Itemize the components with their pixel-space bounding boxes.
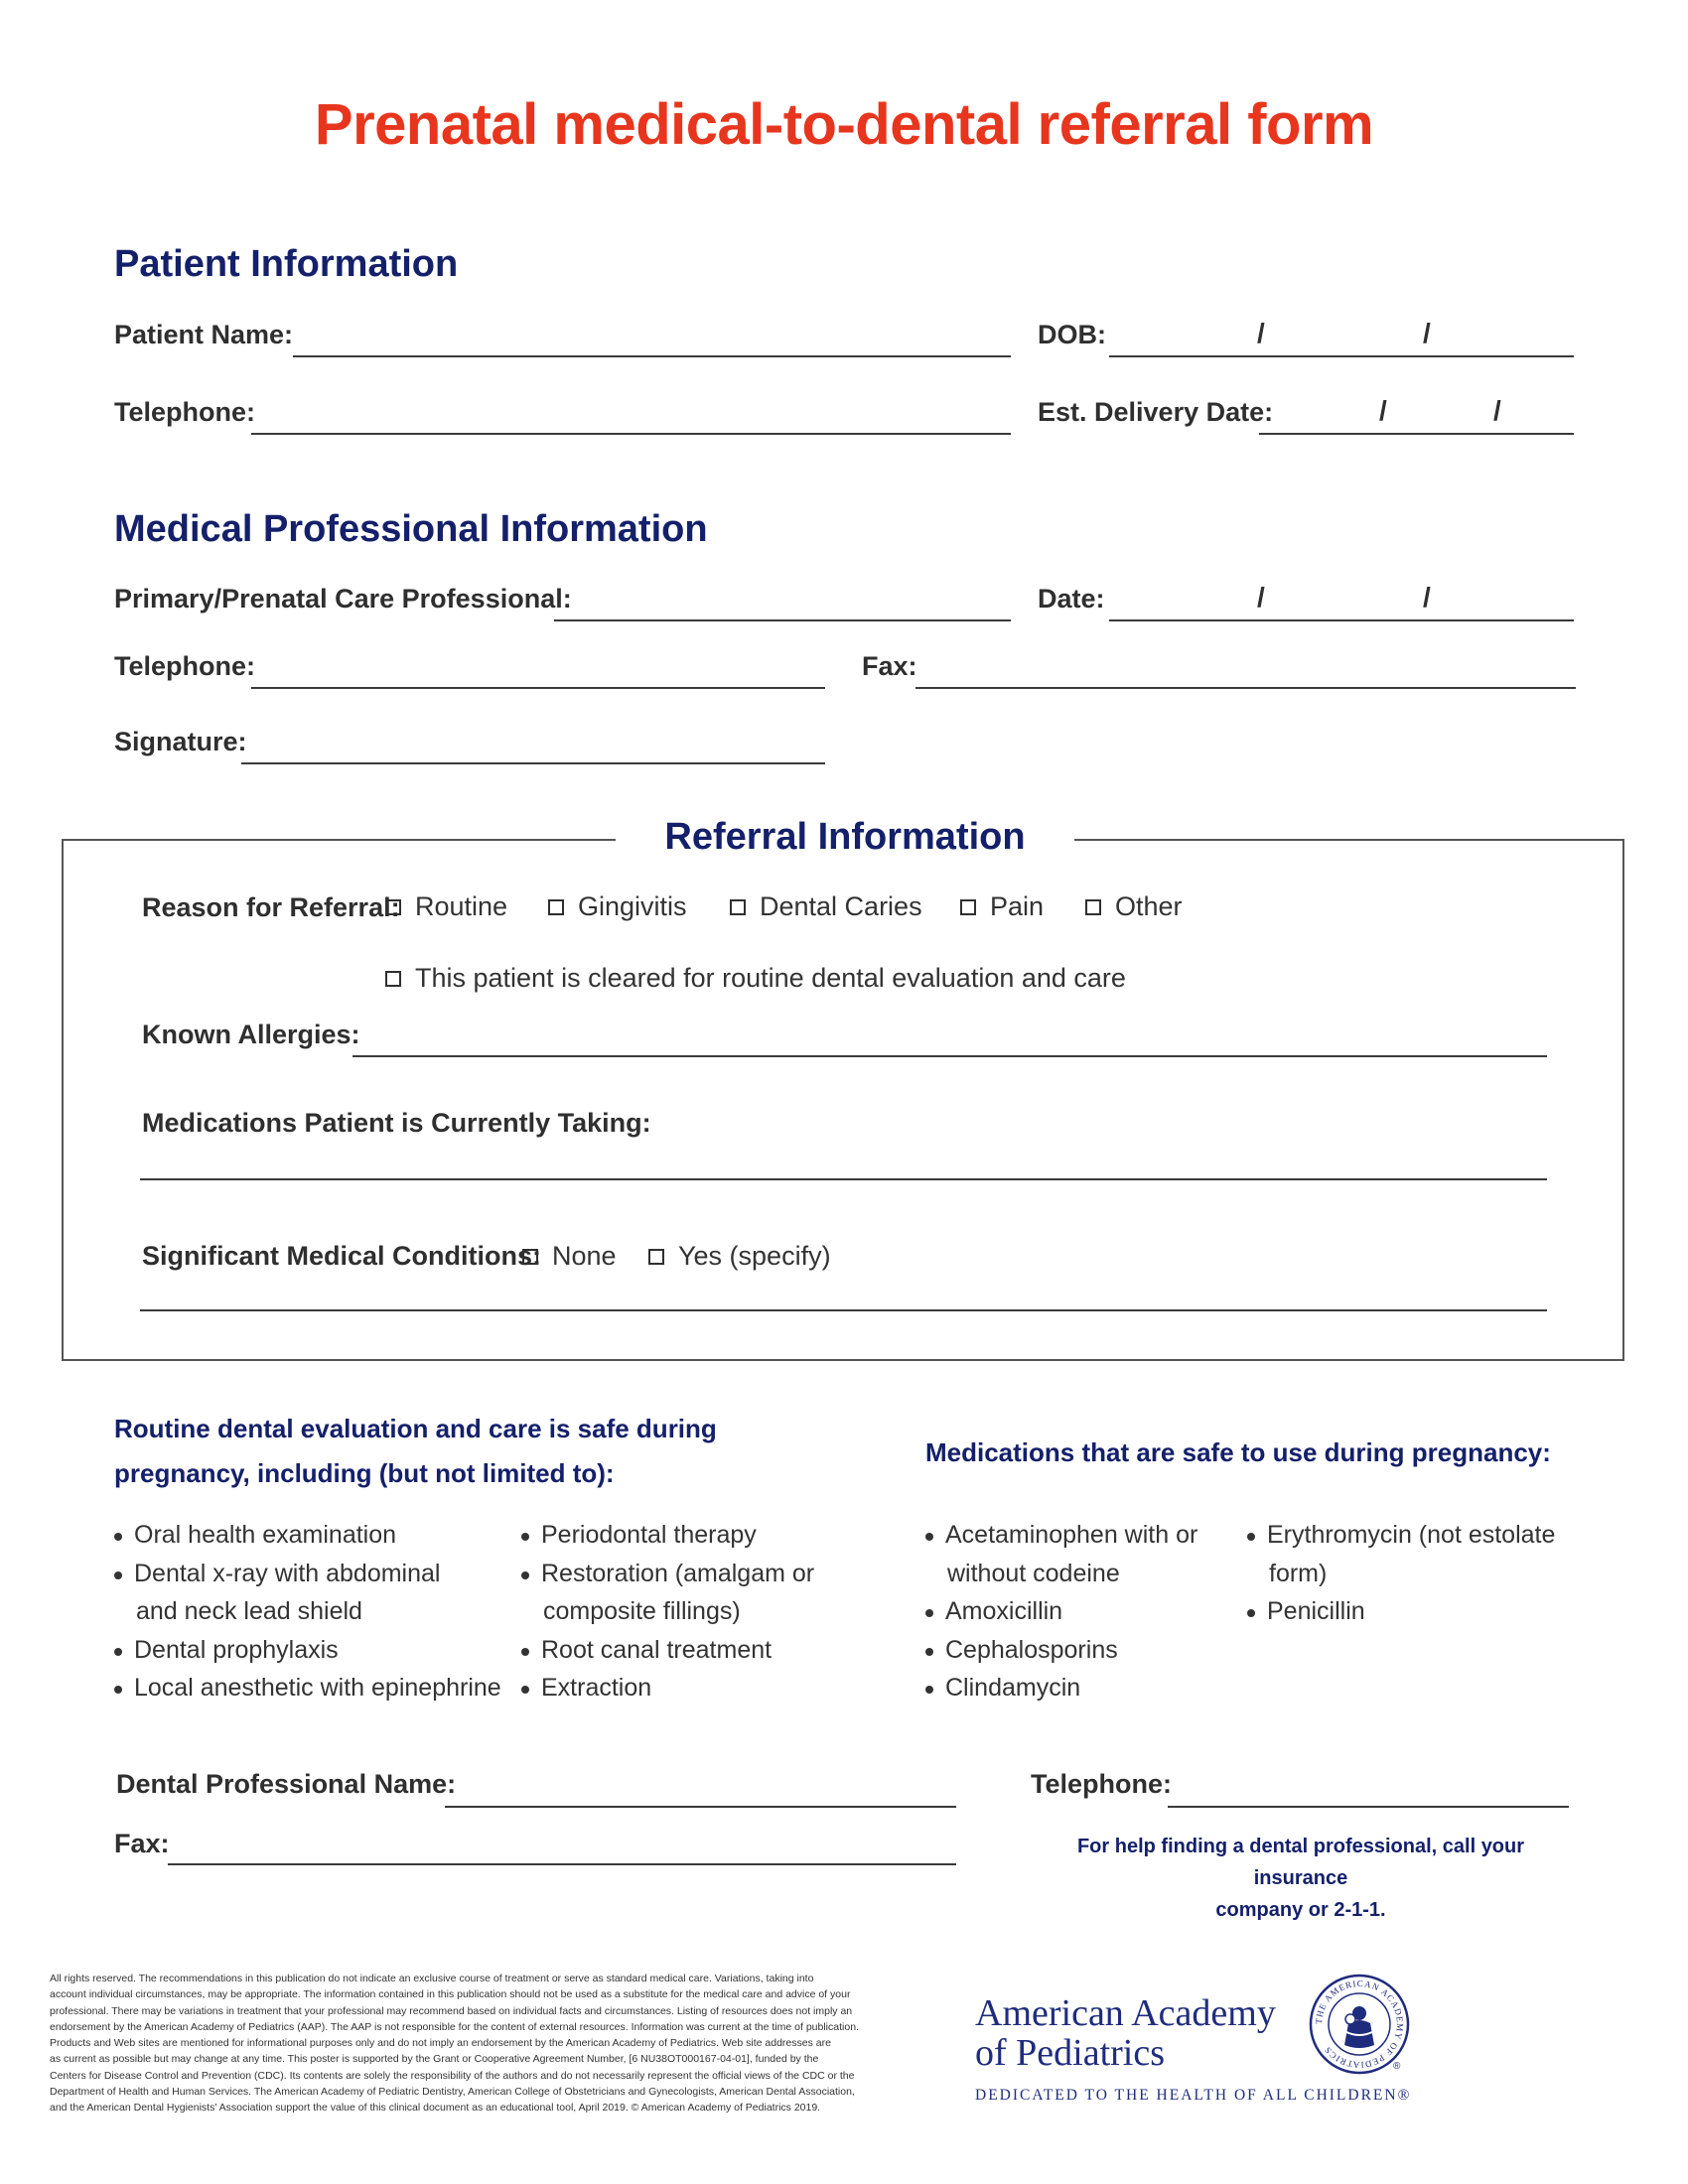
- safe-care-heading-line: Routine dental evaluation and care is safe during: [114, 1414, 717, 1443]
- patient-telephone-label: Telephone:: [114, 397, 256, 427]
- checkbox[interactable]: [385, 971, 401, 987]
- conditions-label: Significant Medical Conditions:: [142, 1241, 542, 1271]
- legal-line: All rights reserved. The recommendations in this publication do not indicate an exclusive course of treatment or serve as standard medical care. Variations, taking into: [50, 1973, 814, 1984]
- dental-name-label: Dental Professional Name:: [116, 1769, 457, 1799]
- list-item-continuation: form): [1269, 1559, 1328, 1587]
- checkbox[interactable]: [648, 1249, 664, 1265]
- care-professional-field[interactable]: [554, 619, 1011, 621]
- medical-date-label: Date:: [1038, 584, 1105, 614]
- legal-line: professional. There may be variations in treatment that your professional may recommend based on individual facts and circumstances. Listing of resources does not imply an: [50, 2004, 853, 2017]
- reason-other-label: Other: [1115, 891, 1183, 921]
- medical-info-heading: Medical Professional Information: [114, 508, 708, 550]
- list-item: Penicillin: [1247, 1592, 1585, 1631]
- aap-tagline: DEDICATED TO THE HEALTH OF ALL CHILDREN®: [975, 2087, 1412, 2104]
- medications-label: Medications Patient is Currently Taking:: [142, 1108, 651, 1138]
- safe-care-list-left: [114, 1516, 511, 1707]
- reason-gingivitis-label: Gingivitis: [578, 891, 687, 921]
- conditions-yes-label: Yes (specify): [678, 1241, 831, 1271]
- care-professional-label: Primary/Prenatal Care Professional:: [114, 584, 572, 614]
- list-item: Clindamycin: [925, 1669, 1243, 1707]
- conditions-yes-option[interactable]: [648, 1241, 831, 1272]
- reason-caries-option[interactable]: [730, 891, 922, 922]
- legal-line: Products and Web sites are mentioned for informational purposes only and do not imply an endorsement by the American Academy of Pediatrics. Web site addresses are: [50, 2037, 831, 2050]
- date-slash: /: [1423, 318, 1431, 348]
- cleared-label: This patient is cleared for routine dental evaluation and care: [415, 963, 1126, 993]
- date-slash: /: [1379, 395, 1387, 426]
- cleared-option[interactable]: [385, 963, 1126, 994]
- dental-telephone-field[interactable]: [1168, 1806, 1569, 1808]
- list-item: Restoration (amalgam or: [521, 1555, 899, 1593]
- checkbox[interactable]: [385, 899, 401, 915]
- reason-pain-label: Pain: [990, 891, 1045, 921]
- medical-date-field[interactable]: [1109, 619, 1574, 621]
- help-text: [1033, 1831, 1569, 1926]
- checkbox[interactable]: [960, 899, 976, 915]
- list-item: Cephalosporins: [925, 1631, 1243, 1670]
- list-item: Extraction: [521, 1669, 899, 1707]
- list-item: Amoxicillin: [925, 1592, 1243, 1631]
- legal-line: account individual circumstances, may be appropriate. The information contained in this publication should not be used as a substitute for the medical care and advice of your: [50, 1988, 851, 2001]
- aap-logo-name-line: of Pediatrics: [975, 2032, 1166, 2074]
- allergies-field[interactable]: [352, 1055, 1547, 1057]
- date-slash: /: [1257, 582, 1265, 613]
- conditions-field[interactable]: [140, 1309, 1547, 1311]
- reason-pain-option[interactable]: [960, 891, 1044, 922]
- safe-care-list-right: [521, 1516, 899, 1707]
- safe-meds-list-right: [1247, 1516, 1585, 1631]
- safe-care-heading-line: pregnancy, including (but not limited to):: [114, 1458, 615, 1488]
- signature-field[interactable]: [241, 762, 825, 764]
- reason-routine-option[interactable]: [385, 891, 507, 922]
- patient-info-heading: Patient Information: [114, 243, 459, 285]
- dental-fax-label: Fax:: [114, 1829, 170, 1858]
- dob-label: DOB:: [1038, 320, 1106, 349]
- safe-meds-heading: Medications that are safe to use during pregnancy:: [925, 1437, 1551, 1467]
- dob-field[interactable]: [1109, 355, 1574, 357]
- date-slash: /: [1257, 318, 1265, 348]
- list-item: Local anesthetic with epinephrine: [114, 1669, 511, 1707]
- legal-disclaimer: [50, 1971, 943, 2116]
- legal-line: as current as possible but may change at any time. This poster is supported by the Grant or Cooperative Agreement Number, [6 NU38OT000167-04-01], funded by the: [50, 2053, 819, 2066]
- registered-mark: ®: [1393, 2061, 1401, 2072]
- reason-label: Reason for Referral:: [142, 892, 400, 922]
- legal-line: Centers for Disease Control and Prevention (CDC). Its contents are solely the responsibility of the authors and do not necessarily represent the official views of the CDC or the: [50, 2069, 855, 2082]
- medical-telephone-field[interactable]: [251, 687, 825, 689]
- list-item: Dental prophylaxis: [114, 1631, 511, 1670]
- dental-telephone-label: Telephone:: [1031, 1769, 1173, 1799]
- list-item: Root canal treatment: [521, 1631, 899, 1670]
- aap-seal-icon: [1309, 1974, 1410, 2075]
- help-text-line: company or 2-1-1.: [1215, 1899, 1386, 1921]
- checkbox[interactable]: [1085, 899, 1101, 915]
- medications-field[interactable]: [140, 1178, 1547, 1180]
- conditions-none-option[interactable]: [522, 1241, 617, 1272]
- date-slash: /: [1493, 395, 1501, 426]
- checkbox[interactable]: [522, 1249, 538, 1265]
- reason-routine-label: Routine: [415, 891, 508, 921]
- reason-caries-label: Dental Caries: [760, 891, 922, 921]
- list-item: Oral health examination: [114, 1516, 511, 1555]
- delivery-date-field[interactable]: [1259, 433, 1574, 435]
- aap-logo-name-line: American Academy: [975, 1992, 1276, 2034]
- patient-name-field[interactable]: [293, 355, 1011, 357]
- conditions-none-label: None: [552, 1241, 617, 1271]
- legal-line: Department of Health and Human Services. The American Academy of Pediatric Dentistry, American College of Obstetricians and Gynecologists, American Dental Association,: [50, 2086, 855, 2099]
- medical-telephone-label: Telephone:: [114, 651, 256, 681]
- reason-gingivitis-option[interactable]: [548, 891, 687, 922]
- help-text-line: For help finding a dental professional, call your insurance: [1076, 1836, 1525, 1889]
- safe-meds-list-left: [925, 1516, 1243, 1707]
- signature-label: Signature:: [114, 727, 247, 756]
- dental-fax-field[interactable]: [168, 1863, 956, 1865]
- allergies-label: Known Allergies:: [142, 1020, 360, 1049]
- list-item-continuation: and neck lead shield: [136, 1597, 362, 1625]
- list-item-continuation: composite fillings): [543, 1597, 741, 1625]
- legal-line: endorsement by the American Academy of Pediatrics (AAP). The AAP is not responsible for the content of external resources. Information was current at the time of publication.: [50, 2020, 859, 2033]
- medical-fax-field[interactable]: [915, 687, 1576, 689]
- legal-line: and the American Dental Hygienists' Association support the value of this clinical document as an educational tool, April 2019. © American Academy of Pediatrics 2019.: [50, 2102, 821, 2115]
- list-item: Acetaminophen with or: [925, 1516, 1243, 1555]
- patient-telephone-field[interactable]: [251, 433, 1011, 435]
- seal-text: THE AMERICAN ACADEMY OF PEDIATRICS: [1313, 1978, 1406, 2071]
- list-item: Periodontal therapy: [521, 1516, 899, 1555]
- list-item: Erythromycin (not estolate: [1247, 1516, 1585, 1555]
- checkbox[interactable]: [548, 899, 564, 915]
- patient-name-label: Patient Name:: [114, 320, 294, 349]
- aap-logo-name: [975, 1993, 1276, 2073]
- reason-other-option[interactable]: [1085, 891, 1183, 922]
- checkbox[interactable]: [730, 899, 746, 915]
- form-title: Prenatal medical-to-dental referral form: [314, 92, 1374, 157]
- medical-fax-label: Fax:: [862, 651, 917, 681]
- referral-info-heading: Referral Information: [616, 816, 1074, 859]
- list-item: Dental x-ray with abdominal: [114, 1555, 511, 1593]
- dental-name-field[interactable]: [445, 1806, 956, 1808]
- delivery-date-label: Est. Delivery Date:: [1038, 397, 1274, 427]
- date-slash: /: [1423, 582, 1431, 613]
- list-item-continuation: without codeine: [947, 1559, 1120, 1587]
- safe-care-heading: [114, 1407, 717, 1496]
